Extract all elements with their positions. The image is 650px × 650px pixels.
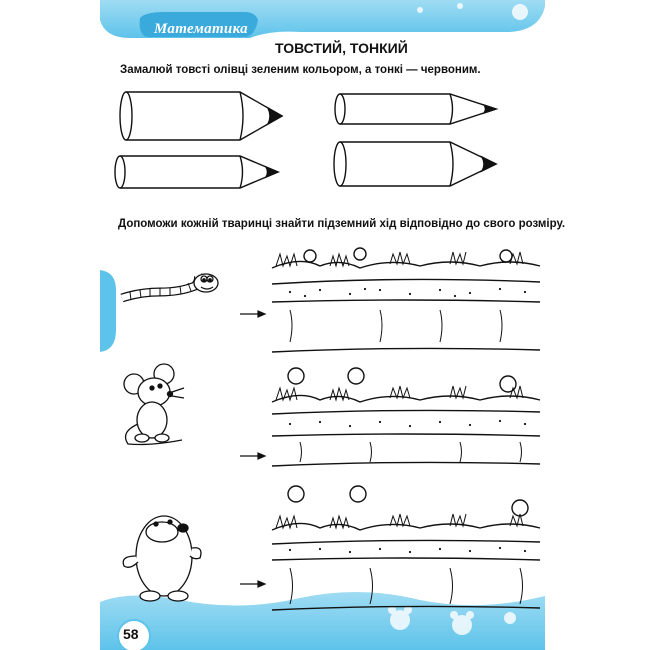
arrows	[240, 311, 265, 587]
pencil-thin-1[interactable]	[115, 156, 278, 188]
tunnel-set-3	[272, 486, 540, 610]
pencil-thin-2[interactable]	[335, 94, 496, 124]
pencils-group	[115, 92, 496, 188]
task-1-instruction: Замалюй товсті олівці зеленим кольором, а тонкі — червоним.	[120, 64, 481, 76]
mole-icon	[123, 516, 201, 601]
page-title: ТОВСТИЙ, ТОНКИЙ	[275, 40, 408, 56]
pencil-thick-2[interactable]	[334, 142, 496, 186]
tunnel-set-2	[272, 368, 540, 466]
tunnel-set-1	[272, 248, 540, 352]
side-tab	[100, 270, 116, 352]
subject-tag: Математика	[154, 21, 248, 37]
page-number: 58	[123, 626, 139, 642]
task-2-instruction: Допоможи кожній тваринці знайти підземний хід відповідно до свого розміру.	[118, 218, 566, 230]
pencil-thick-1[interactable]	[120, 92, 282, 140]
worm-icon	[122, 274, 218, 300]
bottom-banner	[100, 592, 545, 650]
mouse-icon	[124, 364, 184, 445]
